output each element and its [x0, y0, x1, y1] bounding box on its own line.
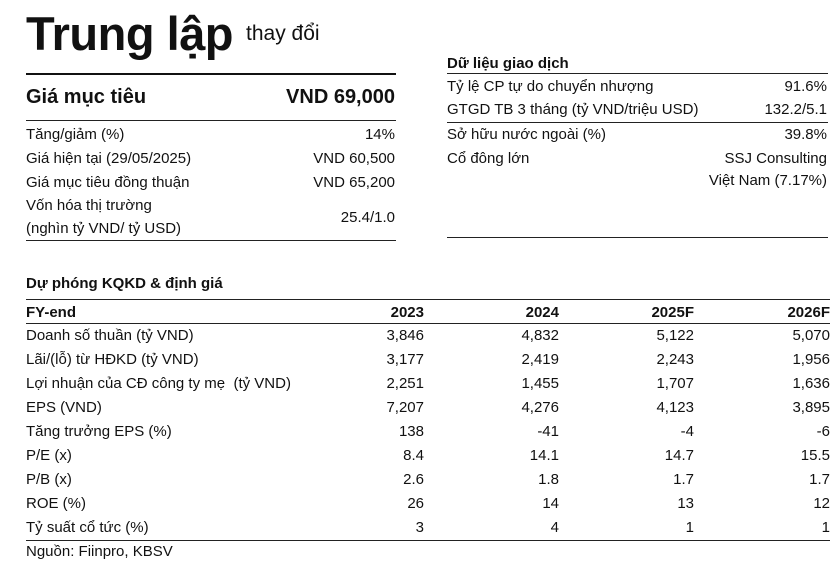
table-cell: 8.4	[403, 447, 424, 464]
divider	[26, 240, 396, 241]
table-cell: 14.1	[529, 447, 559, 464]
upside-value: 14%	[364, 126, 395, 143]
major-shareholder-label: Cổ đông lớn	[447, 150, 530, 167]
rating-change-note: thay đổi	[246, 22, 320, 45]
major-shareholder-name: SSJ Consulting	[724, 150, 827, 167]
table-cell: -41	[537, 423, 559, 440]
target-price-value: VND 69,000	[286, 86, 395, 108]
foreign-ownership-value: 39.8%	[784, 126, 827, 143]
table-row	[26, 468, 830, 492]
table-cell: 3	[415, 519, 424, 536]
table-row	[26, 516, 830, 541]
current-price-label: Giá hiện tại (29/05/2025)	[26, 150, 192, 167]
table-cell: 14	[542, 495, 559, 512]
table-cell: 14.7	[664, 447, 694, 464]
table-row	[26, 324, 830, 349]
table-cell: 4,123	[656, 399, 694, 416]
column-header-2026f: 2026F	[787, 304, 830, 321]
foreign-ownership-label: Sở hữu nước ngoài (%)	[447, 126, 606, 143]
table-cell: 1	[821, 519, 830, 536]
table-row	[26, 492, 830, 516]
forecast-title: Dự phóng KQKD & định giá	[26, 275, 223, 292]
table-row	[26, 420, 830, 444]
column-header-fy-end: FY-end	[26, 304, 77, 321]
divider	[447, 122, 828, 123]
table-cell: 3,895	[792, 399, 830, 416]
forecast-table	[26, 302, 830, 541]
divider	[447, 73, 828, 74]
table-cell: 1,636	[792, 375, 830, 392]
column-header-2024: 2024	[525, 304, 559, 321]
table-cell: 1,956	[792, 351, 830, 368]
current-price-value: VND 60,500	[313, 150, 395, 167]
table-cell: 1.7	[809, 471, 830, 488]
table-cell: 12	[813, 495, 830, 512]
table-cell: 13	[677, 495, 694, 512]
table-cell: 26	[407, 495, 424, 512]
row-label: Lợi nhuận của CĐ công ty mẹ (tỷ VND)	[26, 375, 291, 392]
table-row	[26, 444, 830, 468]
table-cell: 2,251	[386, 375, 424, 392]
table-cell: 1.8	[538, 471, 559, 488]
table-cell: 15.5	[800, 447, 830, 464]
table-cell: 138	[398, 423, 424, 440]
market-cap-value: 25.4/1.0	[340, 209, 395, 226]
free-float-value: 91.6%	[784, 78, 827, 95]
divider	[26, 73, 396, 75]
market-cap-unit-label: (nghìn tỷ VND/ tỷ USD)	[26, 220, 182, 237]
column-header-2023: 2023	[390, 304, 424, 321]
divider	[26, 120, 396, 121]
forecast-header-row	[26, 302, 830, 324]
divider	[447, 237, 828, 238]
rating-title: Trung lập	[26, 7, 233, 60]
major-shareholder-stake: Việt Nam (7.17%)	[708, 172, 827, 189]
table-cell: 5,070	[792, 327, 830, 344]
table-cell: 5,122	[656, 327, 694, 344]
market-cap-label: Vốn hóa thị trường	[26, 197, 152, 214]
table-row	[26, 372, 830, 396]
table-cell: 1.7	[673, 471, 694, 488]
table-cell: 4,276	[521, 399, 559, 416]
table-row	[26, 348, 830, 372]
table-cell: 2,419	[521, 351, 559, 368]
table-cell: 4	[550, 519, 559, 536]
table-cell: 3,177	[386, 351, 424, 368]
table-row	[26, 396, 830, 420]
row-label: EPS (VND)	[26, 399, 102, 416]
table-cell: 2,243	[656, 351, 694, 368]
table-cell: -4	[680, 423, 694, 440]
table-cell: 3,846	[386, 327, 424, 344]
avg-trading-value-label: GTGD TB 3 tháng (tỷ VND/triệu USD)	[447, 101, 699, 118]
table-cell: 4,832	[521, 327, 559, 344]
table-cell: 1	[685, 519, 694, 536]
column-header-2025f: 2025F	[651, 304, 694, 321]
consensus-price-value: VND 65,200	[313, 174, 395, 191]
upside-label: Tăng/giảm (%)	[26, 126, 125, 143]
table-cell: -6	[816, 423, 830, 440]
table-cell: 1,707	[656, 375, 694, 392]
table-cell: 7,207	[386, 399, 424, 416]
row-label: Doanh số thuần (tỷ VND)	[26, 327, 194, 344]
row-label: Lãi/(lỗ) từ HĐKD (tỷ VND)	[26, 351, 199, 368]
row-label: ROE (%)	[26, 495, 86, 512]
consensus-price-label: Giá mục tiêu đồng thuận	[26, 174, 190, 191]
source-note: Nguồn: Fiinpro, KBSV	[26, 543, 173, 560]
free-float-label: Tỷ lệ CP tự do chuyển nhượng	[447, 78, 654, 95]
row-label: Tăng trưởng EPS (%)	[26, 423, 172, 440]
avg-trading-value: 132.2/5.1	[764, 101, 827, 118]
row-label: Tỷ suất cổ tức (%)	[26, 519, 149, 536]
divider	[26, 299, 830, 300]
table-cell: 1,455	[521, 375, 559, 392]
row-label: P/E (x)	[26, 447, 72, 464]
trading-data-title: Dữ liệu giao dịch	[447, 55, 569, 72]
table-cell: 2.6	[403, 471, 424, 488]
row-label: P/B (x)	[26, 471, 72, 488]
target-price-label: Giá mục tiêu	[26, 86, 147, 108]
